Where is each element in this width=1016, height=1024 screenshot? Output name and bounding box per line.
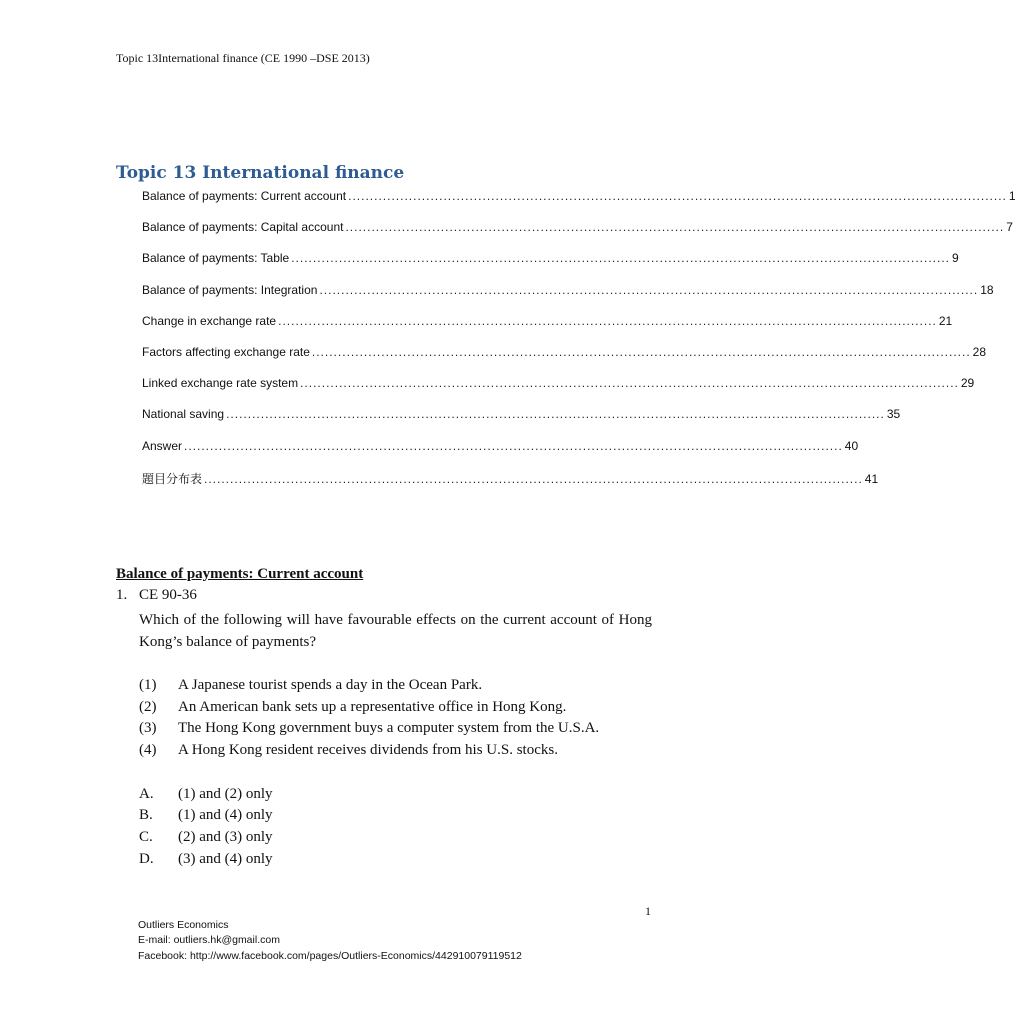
toc-entry-page: 28 [972, 344, 987, 359]
toc-entry-page: 9 [951, 251, 959, 266]
toc-entry-page: 18 [980, 282, 994, 297]
toc-entry[interactable] [142, 189, 1016, 220]
statement-list [139, 675, 652, 762]
toc-entry-page: 35 [886, 407, 901, 422]
question [116, 587, 652, 871]
toc-entry-label: Balance of payments: Current account [142, 189, 347, 203]
table-of-contents [142, 189, 1016, 501]
toc-entry[interactable] [142, 251, 959, 282]
statement-number: (1) [139, 677, 157, 693]
toc-entry-page: 7 [1006, 220, 1013, 235]
toc-entry[interactable] [142, 470, 879, 501]
footer-email[interactable]: E-mail: outliers.hk@gmail.com [138, 934, 280, 947]
option-text: (1) and (2) only [178, 785, 273, 802]
toc-entry-page: 21 [938, 313, 953, 328]
footer-facebook-link[interactable]: Facebook: http://www.facebook.com/pages/Outliers-Economics/442910079119512 [138, 949, 522, 962]
statement-text: A Japanese tourist spends a day in the Ocean Park. [178, 677, 483, 693]
statement-number: (2) [139, 698, 157, 715]
toc-entry[interactable] [142, 438, 859, 470]
toc-title: Topic 13 International finance [116, 163, 405, 183]
question-source: CE 90-36 [139, 587, 197, 603]
option-text: (2) and (3) only [178, 829, 273, 846]
option-letter: C. [139, 829, 153, 846]
toc-entry-label: Answer [142, 438, 183, 453]
toc-entry-label: Balance of payments: Capital account [142, 220, 344, 235]
toc-entry-label: 題目分布表 [142, 471, 203, 486]
option-letter: B. [139, 807, 153, 824]
toc-entry-label: Balance of payments: Table [142, 251, 290, 266]
question-text: Which of the following will have favourable effects on the current account of Hong Kong’s balance of payments? [139, 612, 652, 650]
toc-entry[interactable] [142, 344, 987, 376]
toc-entry[interactable] [142, 407, 901, 438]
statement-text: An American bank sets up a representative office in Hong Kong. [178, 698, 567, 715]
toc-entry-page: 1 [1008, 189, 1016, 203]
toc-entry-label: Change in exchange rate [142, 313, 277, 328]
answer-option[interactable] [139, 827, 652, 849]
question-header [116, 587, 652, 609]
running-header: Topic 13International finance (CE 1990 –DSE 2013) [116, 51, 370, 65]
section-title: Balance of payments: Current account [116, 566, 364, 582]
option-letter: A. [139, 785, 154, 802]
footer [138, 918, 522, 964]
statement-number: (3) [139, 720, 157, 737]
option-letter: D. [139, 850, 154, 867]
answer-option[interactable] [139, 805, 652, 827]
toc-entry[interactable] [142, 376, 975, 407]
toc-entry[interactable] [142, 313, 953, 345]
toc-entry-label: Factors affecting exchange rate [142, 344, 310, 359]
toc-leader-dots: ........................................................................................................................................................ [226, 407, 885, 422]
statement-item [139, 697, 652, 719]
toc-entry-page: 41 [864, 471, 879, 486]
toc-leader-dots: ........................................................................................................................................................ [184, 438, 843, 453]
question-number: 1. [116, 587, 128, 603]
toc-leader-dots: ........................................................................................................................................................ [319, 282, 979, 297]
statement-number: (4) [139, 742, 157, 759]
toc-leader-dots: ........................................................................................................................................................ [204, 471, 863, 486]
toc-entry-label: Linked exchange rate system [142, 376, 299, 391]
statement-item [139, 718, 652, 740]
answer-option[interactable] [139, 849, 652, 871]
statement-text: A Hong Kong resident receives dividends from his U.S. stocks. [178, 742, 558, 759]
toc-entry[interactable] [142, 220, 1013, 251]
footer-organization: Outliers Economics [138, 919, 229, 931]
page-number: 1 [645, 904, 651, 918]
toc-entry-label: National saving [142, 407, 225, 422]
answer-options [139, 784, 652, 871]
toc-entry-page: 40 [844, 438, 859, 453]
toc-entry[interactable] [142, 282, 994, 314]
statement-text: The Hong Kong government buys a computer system from the U.S.A. [178, 720, 600, 737]
toc-leader-dots: ........................................................................................................................................................ [278, 313, 937, 328]
toc-leader-dots: ........................................................................................................................................................ [311, 344, 971, 359]
option-text: (3) and (4) only [178, 850, 273, 867]
answer-option[interactable] [139, 784, 652, 806]
toc-leader-dots: ........................................................................................................................................................ [348, 189, 1007, 203]
toc-leader-dots: ........................................................................................................................................................ [291, 251, 950, 266]
statement-item [139, 675, 652, 697]
option-text: (1) and (4) only [178, 807, 273, 824]
statement-item [139, 740, 652, 762]
toc-entry-label: Balance of payments: Integration [142, 282, 318, 297]
toc-leader-dots: ........................................................................................................................................................ [345, 220, 1005, 235]
toc-entry-page: 29 [960, 376, 975, 391]
toc-leader-dots: ........................................................................................................................................................ [300, 376, 959, 391]
